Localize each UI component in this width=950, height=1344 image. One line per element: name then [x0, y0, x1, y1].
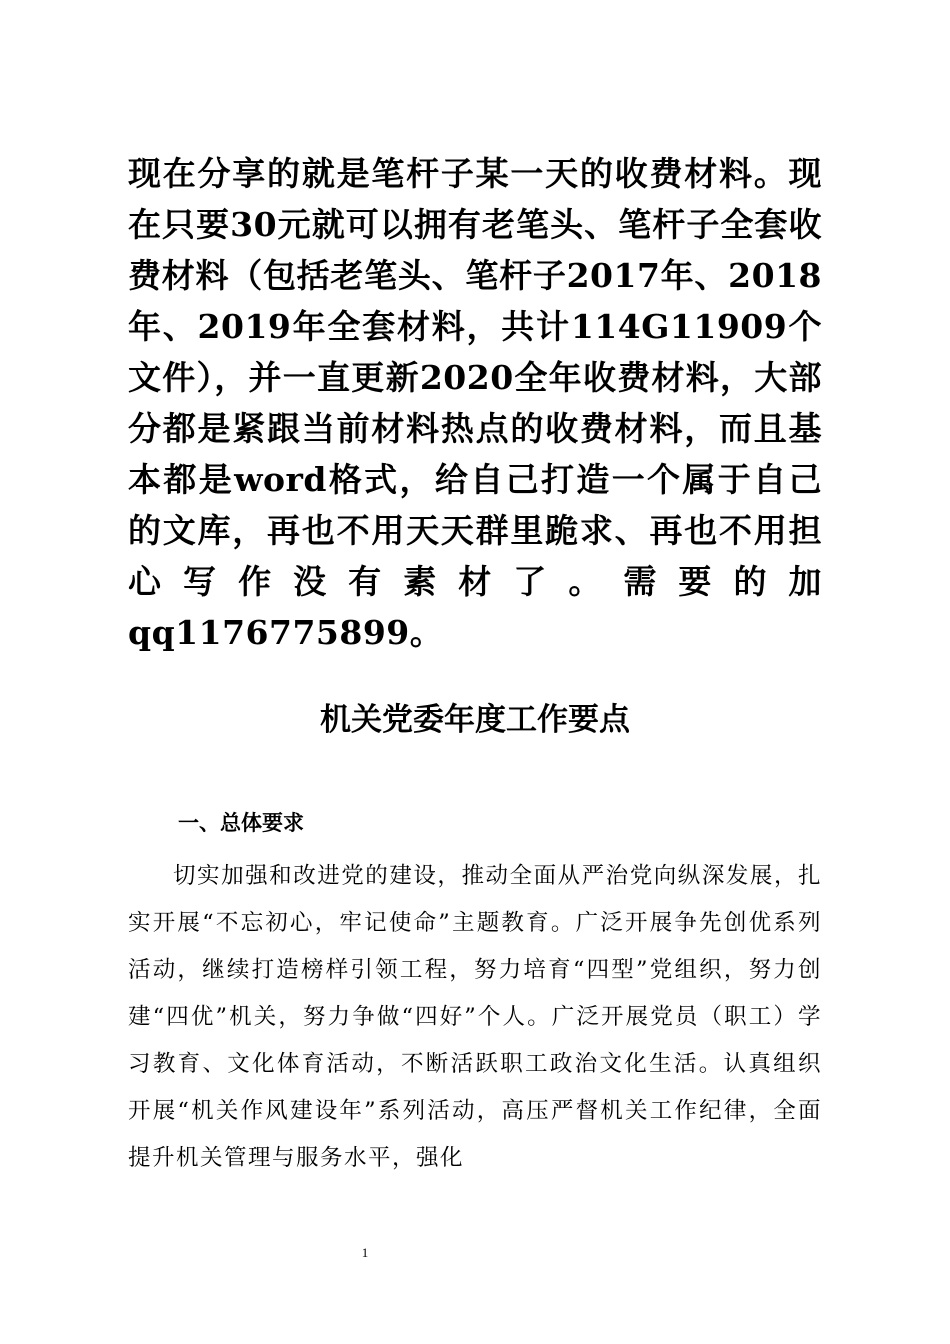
page-number: 1	[361, 1245, 369, 1260]
document-title: 机关党委年度工作要点	[320, 702, 630, 738]
promo-paragraph: 现在分享的就是笔杆子某一天的收费材料。现在只要30元就可以拥有老笔头、笔杆子全套收费材料（包括老笔头、笔杆子2017年、2018年、2019年全套材料，共计114G11909个文件），并一直更新2020全年收费材料，大部分都是紧跟当前材料热点的收费材料，而且基本都是word格式，给自己打造一个属于自己的文库，再也不用天天群里跪求、再也不用担心写作没有素材了。需要的加qq1176775899。	[128, 154, 822, 652]
section-heading: 一、总体要求	[178, 811, 304, 835]
body-paragraph: 切实加强和改进党的建设，推动全面从严治党向纵深发展，扎实开展“不忘初心，牢记使命”主题教育。广泛开展争先创优系列活动，继续打造榜样引领工程，努力培育“四型”党组织，努力创建“四优”机关，努力争做“四好”个人。广泛开展党员（职工）学习教育、文化体育活动，不断活跃职工政治文化生活。认真组织开展“机关作风建设年”系列活动，高压严督机关工作纪律，全面提升机关管理与服务水平，强化	[128, 863, 822, 1171]
